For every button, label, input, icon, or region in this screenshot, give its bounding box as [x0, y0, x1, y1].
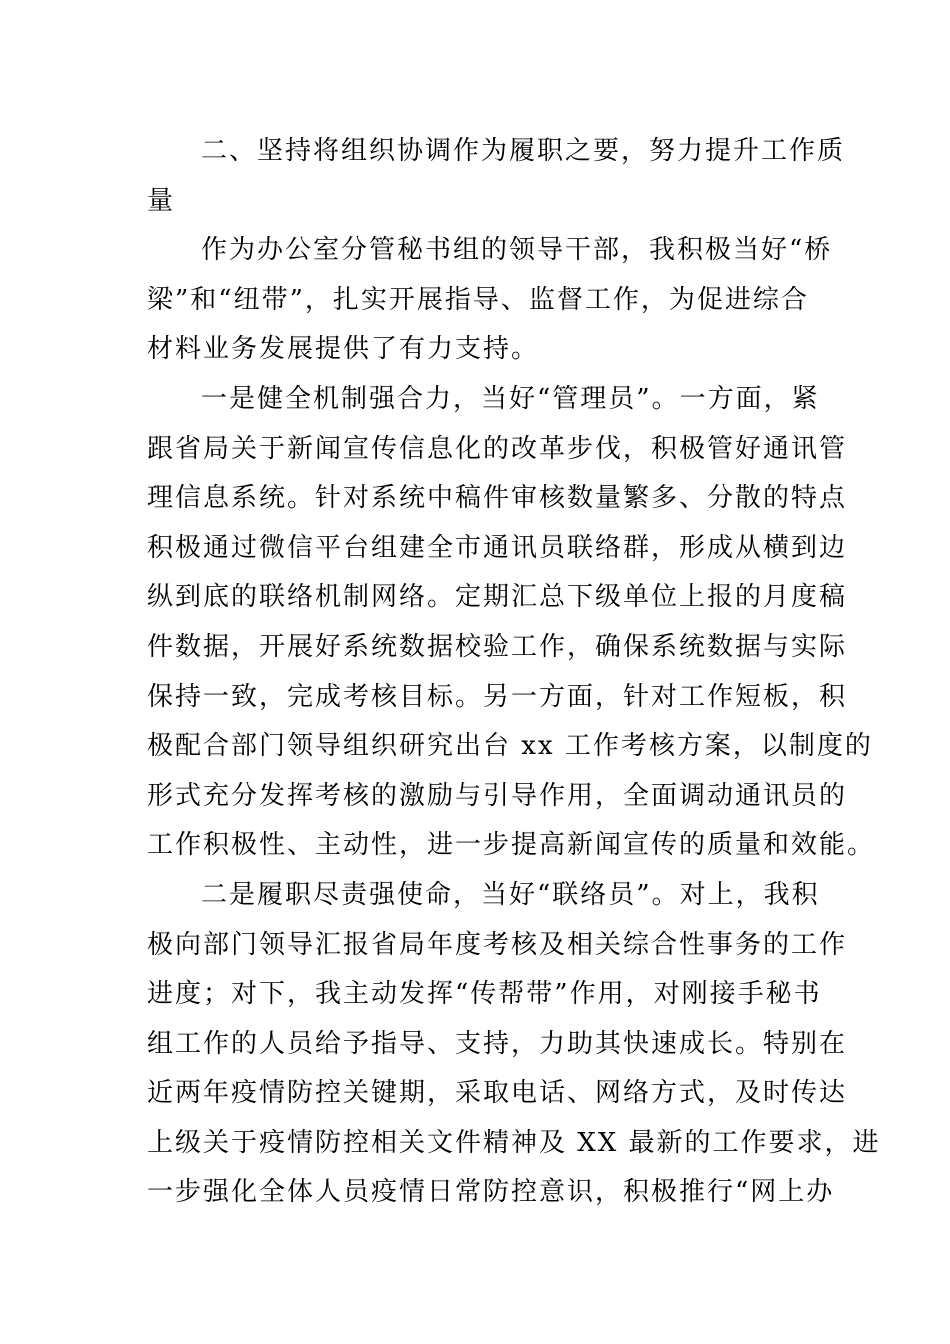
paragraph-line: 纵到底的联络机制网络。定期汇总下级单位上报的月度稿	[147, 582, 848, 613]
paragraph-line: 工作积极性、主动性，进一步提高新闻宣传的质量和效能。	[147, 830, 876, 861]
paragraph-line: 一是健全机制强合力，当好“管理员”。一方面，紧	[201, 383, 820, 414]
paragraph-intro	[147, 226, 833, 375]
paragraph-liaison	[147, 871, 881, 1218]
paragraph-line: 件数据，开展好系统数据校验工作，确保系统数据与实际	[147, 631, 848, 662]
paragraph-line: 上级关于疫情防控相关文件精神及 XX 最新的工作要求，进	[147, 1127, 881, 1158]
paragraph-line: 作为办公室分管秘书组的领导干部，我积极当好“桥	[201, 235, 833, 266]
heading-line: 量	[147, 185, 176, 216]
paragraph-line: 材料业务发展提供了有力支持。	[147, 334, 540, 365]
paragraph-line: 保持一致，完成考核目标。另一方面，针对工作短板，积	[147, 681, 848, 712]
document-body	[147, 127, 881, 1218]
paragraph-line: 跟省局关于新闻宣传信息化的改革步伐，积极管好通讯管	[147, 433, 848, 464]
section-heading	[147, 127, 846, 226]
paragraph-line: 二是履职尽责强使命，当好“联络员”。对上，我积	[201, 879, 820, 910]
paragraph-line: 极配合部门领导组织研究出台 xx 工作考核方案，以制度的	[147, 731, 873, 762]
paragraph-mechanism	[147, 375, 876, 871]
paragraph-line: 进度；对下，我主动发挥“传帮带”作用，对刚接手秘书	[147, 979, 822, 1010]
paragraph-line: 近两年疫情防控关键期，采取电话、网络方式，及时传达	[147, 1078, 848, 1109]
paragraph-line: 极向部门领导汇报省局年度考核及相关综合性事务的工作	[147, 929, 848, 960]
paragraph-line: 形式充分发挥考核的激励与引导作用，全面调动通讯员的	[147, 780, 848, 811]
paragraph-line: 一步强化全体人员疫情日常防控意识，积极推行“网上办	[147, 1177, 835, 1208]
heading-line: 二、坚持将组织协调作为履职之要，努力提升工作质	[201, 136, 846, 166]
paragraph-line: 理信息系统。针对系统中稿件审核数量繁多、分散的特点	[147, 483, 848, 514]
paragraph-line: 积极通过微信平台组建全市通讯员联络群，形成从横到边	[147, 532, 848, 563]
paragraph-line: 梁”和“纽带”，扎实开展指导、监督工作，为促进综合	[147, 284, 809, 315]
paragraph-line: 组工作的人员给予指导、支持，力助其快速成长。特别在	[147, 1028, 848, 1059]
